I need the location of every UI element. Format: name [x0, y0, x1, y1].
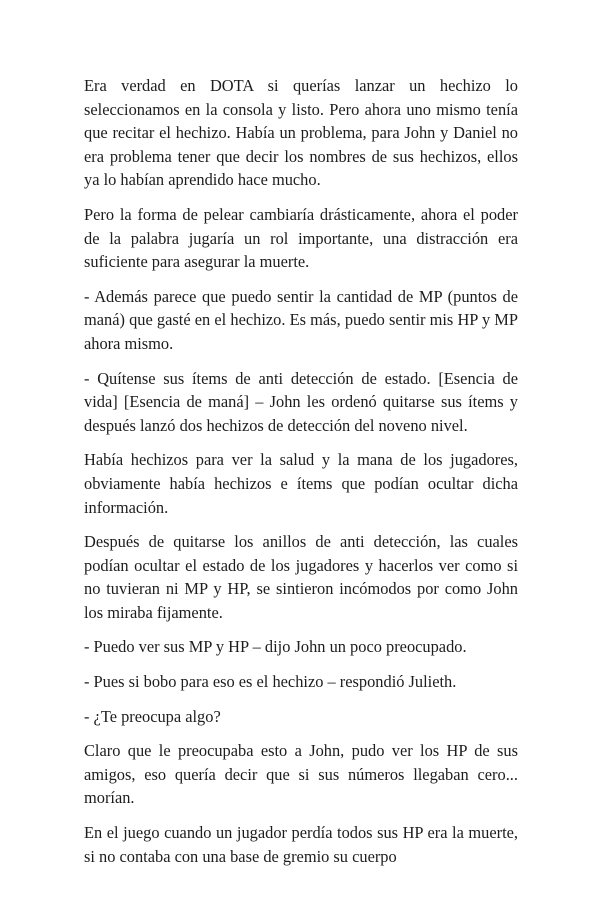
paragraph: Había hechizos para ver la salud y la mana de los jugadores, obviamente había hechizos e ítems que podían ocultar dicha información.: [84, 450, 518, 517]
paragraph: Claro que le preocupaba esto a John, pudo ver los HP de sus amigos, eso quería decir que si sus números llegaban cero... morían.: [84, 741, 518, 808]
paragraph: Pero la forma de pelear cambiaría drásticamente, ahora el poder de la palabra jugaría un rol importante, una distracción era suficiente para asegurar la muerte.: [84, 204, 518, 272]
paragraph: - Además parece que puedo sentir la cantidad de MP (puntos de maná) que gasté en el hechizo. Es más, puedo sentir mis HP y MP ahora mismo.: [84, 286, 518, 353]
paragraph: - Puedo ver sus MP y HP – dijo John un poco preocupado.: [84, 637, 467, 657]
book-page-text: [84, 74, 518, 879]
paragraph: Era verdad en DOTA si querías lanzar un hechizo lo seleccionamos en la consola y listo. Pero ahora uno mismo tenía que recitar el hechizo. Había un problema, para John y Daniel no era problema tener que decir los nombres de sus hechizos, ellos ya lo habían aprendido hace mucho.: [84, 76, 518, 190]
paragraph: - Quítense sus ítems de anti detección de estado. [Esencia de vida] [Esencia de maná] – John les ordenó quitarse sus ítems y después lanzó dos hechizos de detección del noveno nivel.: [84, 368, 518, 435]
paragraph: Después de quitarse los anillos de anti detección, las cuales podían ocultar el estado de los jugadores y hacerlos ver como si no tuvieran ni MP y HP, se sintieron incómodos por como John los miraba fijamente.: [84, 532, 518, 622]
paragraph: - Pues si bobo para eso es el hechizo – respondió Julieth.: [84, 672, 457, 692]
paragraph: En el juego cuando un jugador perdía todos sus HP era la muerte, si no contaba con una base de gremio su cuerpo: [84, 823, 518, 866]
paragraph: - ¿Te preocupa algo?: [84, 706, 221, 726]
